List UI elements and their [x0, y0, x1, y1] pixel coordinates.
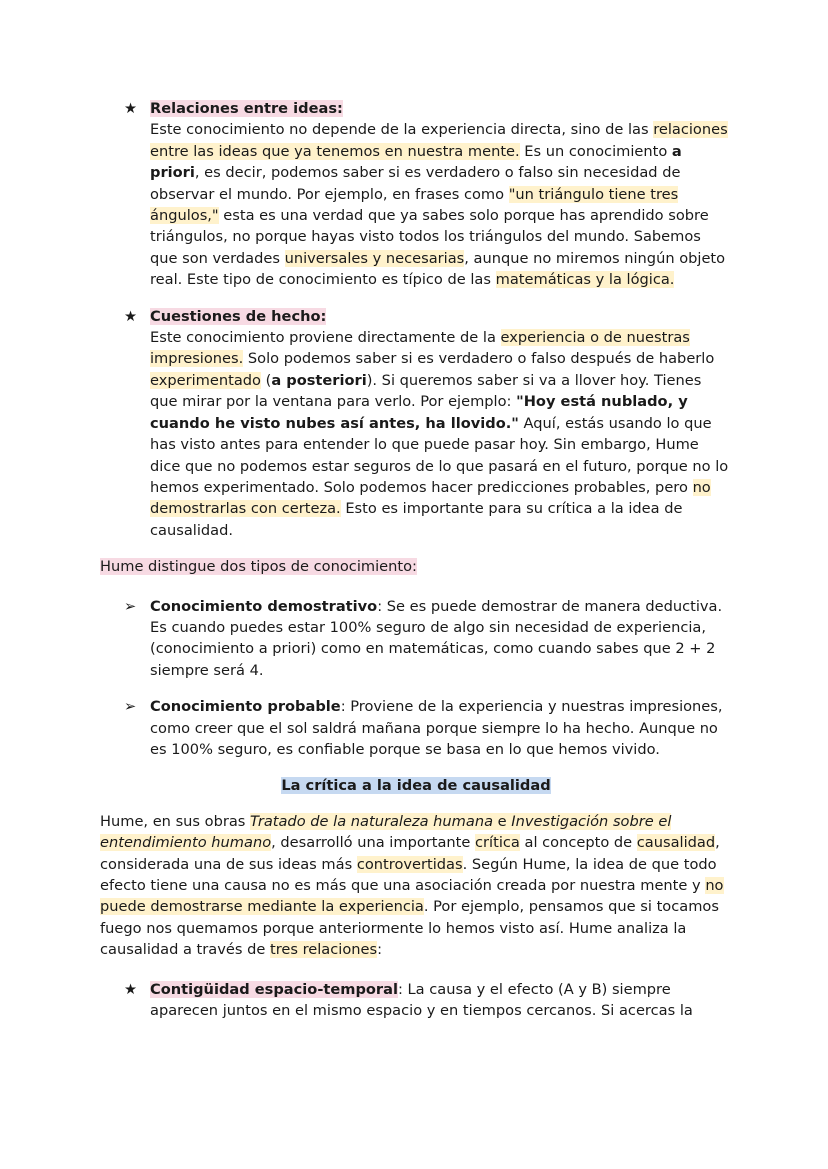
arrow-bullet-icon: ➢	[124, 597, 137, 615]
list-item-probable: ➢ Conocimiento probable: Proviene de la experiencia y nuestras impresiones, como creer que el sol saldrá mañana porque siempre lo ha hecho. Aunque no es 100% seguro, es confiable porque se basa en lo que hemos vivido.	[124, 698, 723, 758]
item-heading: Relaciones entre ideas:	[150, 100, 343, 117]
list-item-relaciones	[100, 98, 732, 291]
list-item-cuestiones	[100, 306, 732, 541]
item-body: Este conocimiento no depende de la experiencia directa, sino de las relaciones entre las ideas que ya tenemos en nuestra mente. Es un conocimiento a priori, es decir, podemos saber si es verdadero o falso sin necesidad de observar el mundo. Por ejemplo, en frases como "un triángulo tiene tres ángulos," esta es una verdad que ya sabes solo porque has aprendido sobre triángulos, no porque hayas visto todos los triángulos del mundo. Sabemos que son verdades universales y necesarias, aunque no miremos ningún objeto real. Este tipo de conocimiento es típico de las matemáticas y la lógica.	[150, 121, 728, 289]
list-item-contiguidad: ★ Contigüidad espacio-temporal: La causa y el efecto (A y B) siempre aparecen juntos en el mismo espacio y en tiempos cercanos. Si acercas la	[124, 980, 693, 1020]
star-bullet-icon: ★	[124, 100, 138, 117]
star-bullet-icon: ★	[124, 980, 138, 998]
star-bullet-icon: ★	[124, 307, 138, 325]
section-title: La crítica a la idea de causalidad	[281, 777, 551, 795]
item-heading: Cuestiones de hecho:	[150, 307, 327, 325]
item-body: Este conocimiento proviene directamente de la experiencia o de nuestras impresiones. Solo podemos saber si es verdadero o falso después de haberlo experimentado (a posteriori). Si queremos saber si va a llover hoy. Tienes que mirar por la ventana para verlo. Por ejemplo: "Hoy está nublado, y cuando he visto nubes así antes, ha llovido." Aquí, estás usando lo que has visto antes para entender lo que puede pasar hoy. Sin embargo, Hume dice que no podemos estar seguros de lo que pasará en el futuro, porque no lo hemos experimentado. Solo podemos hacer predicciones probables, pero no demostrarlas con certeza. Esto es importante para su crítica a la idea de causalidad.	[150, 329, 729, 539]
list-item-demostrativo: ➢ Conocimiento demostrativo: Se es puede demostrar de manera deductiva. Es cuando puedes estar 100% seguro de algo sin necesidad de experiencia, (conocimiento a priori) como en matemáticas, como cuando sabes que 2 + 2 siempre será 4.	[124, 597, 723, 679]
causalidad-paragraph: Hume, en sus obras Tratado de la naturaleza humana e Investigación sobre el entendimiento humano, desarrolló una importante crítica al concepto de causalidad, considerada una de sus ideas más controvertidas. Según Hume, la idea de que todo efecto tiene una causa no es más que una asociación creada por nuestra mente y no puede demostrarse mediante la experiencia. Por ejemplo, pensamos que si tocamos fuego nos quemamos porque anteriormente lo hemos visto así. Hume analiza la causalidad a través de tres relaciones:	[100, 812, 724, 959]
intro-paragraph: Hume distingue dos tipos de conocimiento:	[100, 558, 417, 576]
arrow-bullet-icon: ➢	[124, 698, 137, 716]
